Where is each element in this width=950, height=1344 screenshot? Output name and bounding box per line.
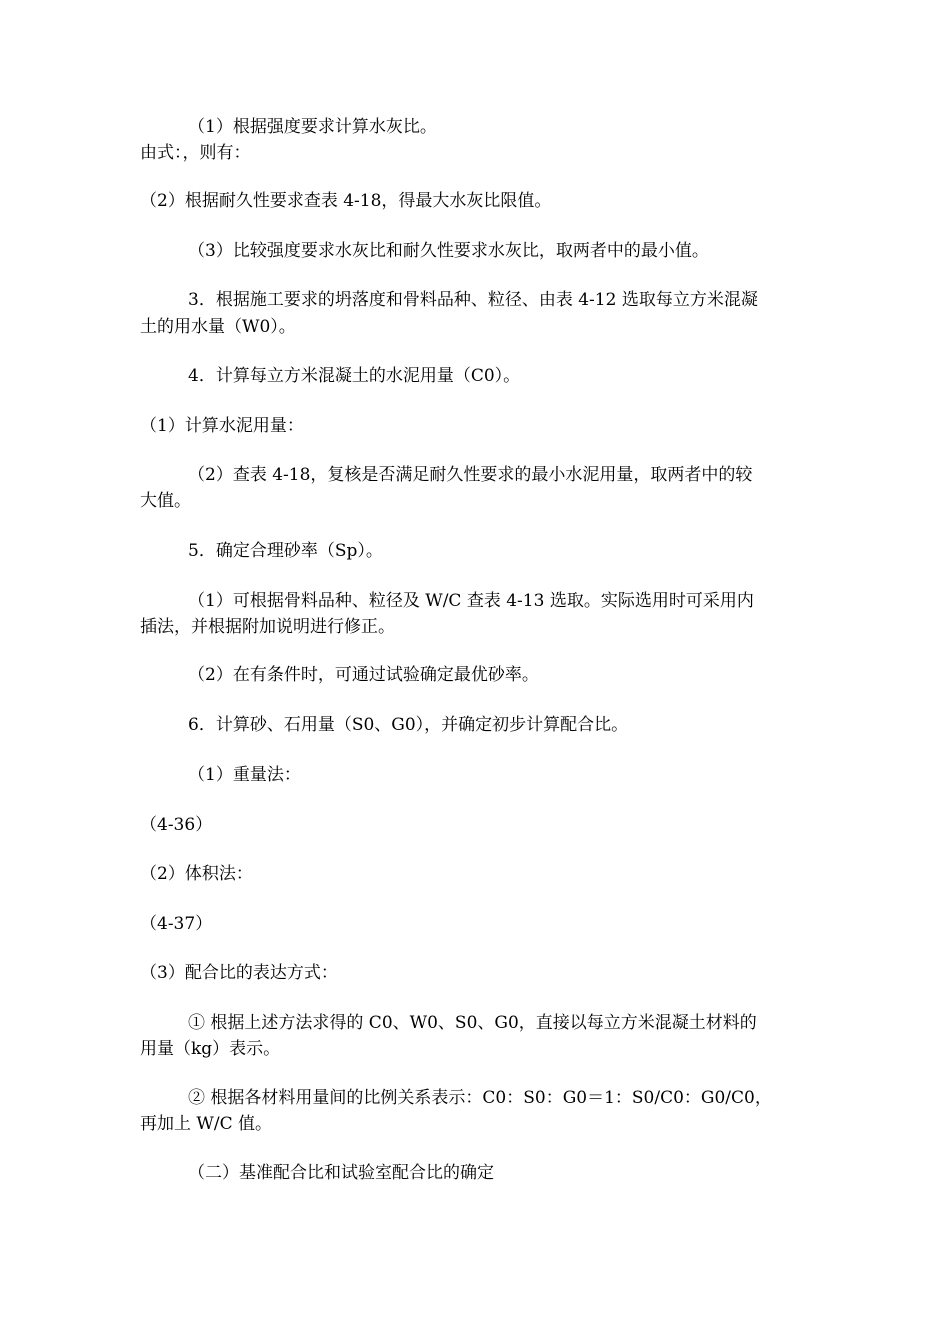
text-line: ① 根据上述方法求得的 C0、W0、S0、G0，直接以每立方米混凝土材料的 — [188, 1013, 757, 1033]
text-line: （3）配合比的表达方式： — [140, 963, 338, 983]
text-line: （2）查表 4-18，复核是否满足耐久性要求的最小水泥用量，取两者中的较 — [188, 465, 753, 485]
text-line: 由式：，则有： — [140, 143, 251, 163]
text-line: （4-36） — [140, 815, 213, 835]
text-line: （2）体积法： — [140, 864, 253, 884]
text-line: 6．计算砂、石用量（S0、G0），并确定初步计算配合比。 — [188, 715, 629, 735]
text-line: （二）基准配合比和试验室配合比的确定 — [188, 1163, 494, 1183]
text-line: （2）在有条件时，可通过试验确定最优砂率。 — [188, 665, 539, 685]
text-line: （1）可根据骨料品种、粒径及 W/C 查表 4-13 选取。实际选用时可采用内 — [188, 591, 754, 611]
text-line: 3．根据施工要求的坍落度和骨料品种、粒径、由表 4-12 选取每立方米混凝 — [188, 290, 758, 310]
text-line: 土的用水量（W0）。 — [140, 317, 296, 337]
text-line: （4-37） — [140, 914, 213, 934]
text-line: 大值。 — [140, 491, 191, 511]
text-line: （1）计算水泥用量： — [140, 416, 304, 436]
text-line: （3）比较强度要求水灰比和耐久性要求水灰比，取两者中的最小值。 — [188, 241, 709, 261]
text-line: 4．计算每立方米混凝土的水泥用量（C0）。 — [188, 366, 521, 386]
text-line: ② 根据各材料用量间的比例关系表示：C0：S0：G0＝1：S0/C0：G0/C0， — [188, 1088, 772, 1108]
text-line: 5．确定合理砂率（Sp）。 — [188, 541, 383, 561]
text-line: 再加上 W/C 值。 — [140, 1114, 273, 1134]
text-line: （1）重量法： — [188, 765, 301, 785]
text-line: 插法，并根据附加说明进行修正。 — [140, 617, 395, 637]
text-line: 用量（kg）表示。 — [140, 1039, 281, 1059]
text-line: （1）根据强度要求计算水灰比。 — [188, 117, 437, 137]
text-line: （2）根据耐久性要求查表 4-18，得最大水灰比限值。 — [140, 191, 552, 211]
